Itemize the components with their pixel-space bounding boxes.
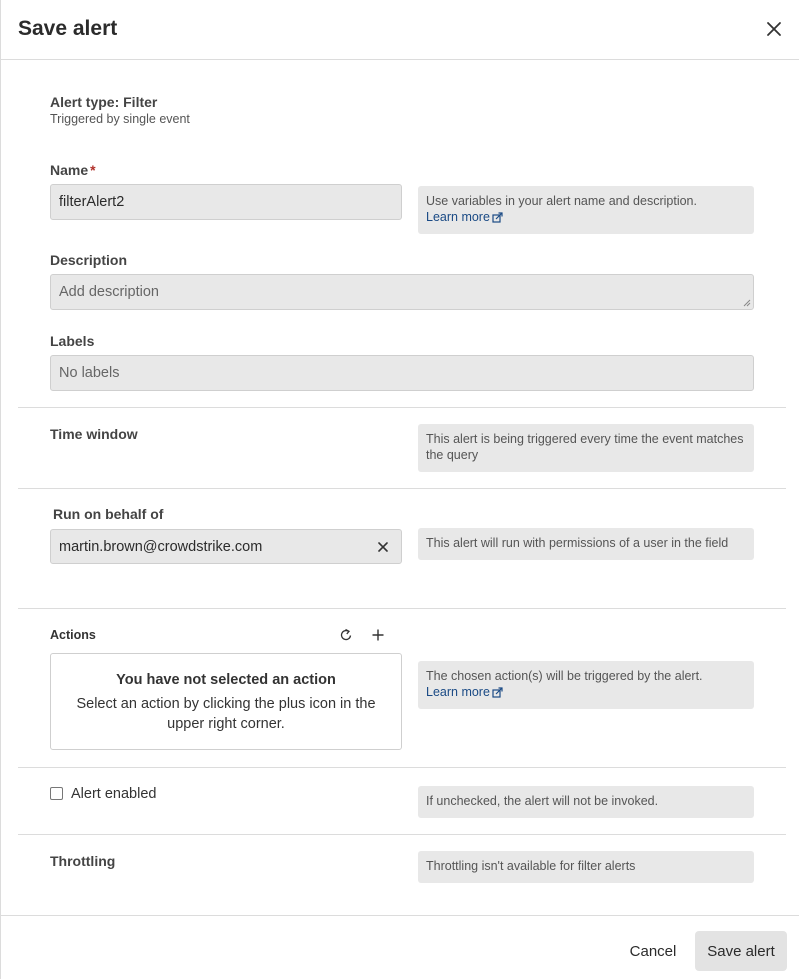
name-label xyxy=(50,162,96,178)
save-alert-button[interactable]: Save alert xyxy=(695,931,787,971)
actions-hint xyxy=(418,661,754,709)
add-action-button[interactable] xyxy=(370,627,386,643)
section-divider xyxy=(18,488,786,489)
name-label-text: Name xyxy=(50,162,89,178)
throttling-hint: Throttling isn't available for filter alerts xyxy=(418,851,754,883)
name-hint xyxy=(418,186,754,234)
run-on-behalf-input[interactable] xyxy=(50,529,402,564)
run-on-behalf-hint: This alert will run with permissions of a user in the field xyxy=(418,528,754,560)
alert-enabled-hint: If unchecked, the alert will not be invoked. xyxy=(418,786,754,818)
actions-hint-text: The chosen action(s) will be triggered by the alert. xyxy=(426,669,703,683)
close-button[interactable] xyxy=(763,18,785,40)
labels-label: Labels xyxy=(50,333,95,349)
section-divider xyxy=(18,767,786,768)
actions-learn-more-link[interactable] xyxy=(426,684,503,700)
alert-type-subtitle: Triggered by single event xyxy=(50,112,190,126)
external-link-icon xyxy=(492,212,503,223)
name-hint-text: Use variables in your alert name and description. xyxy=(426,194,697,208)
refresh-icon xyxy=(338,627,354,643)
dialog-title: Save alert xyxy=(18,17,118,40)
section-divider xyxy=(18,608,786,609)
actions-empty-text: Select an action by clicking the plus icon in the upper right corner. xyxy=(76,696,376,732)
dialog-footer xyxy=(1,915,799,979)
run-on-behalf-label: Run on behalf of xyxy=(53,506,164,522)
actions-empty-state xyxy=(50,653,402,750)
section-divider xyxy=(18,407,786,408)
description-placeholder: Add description xyxy=(59,284,159,300)
alert-enabled-checkbox[interactable] xyxy=(50,787,63,800)
external-link-icon xyxy=(492,687,503,698)
alert-enabled-label[interactable]: Alert enabled xyxy=(71,786,157,802)
resize-handle-icon[interactable] xyxy=(743,299,751,307)
actions-learn-more-text: Learn more xyxy=(426,685,490,699)
actions-label: Actions xyxy=(50,628,96,642)
name-input[interactable] xyxy=(50,184,402,220)
run-on-behalf-value: martin.brown@crowdstrike.com xyxy=(59,538,263,555)
dialog-header xyxy=(1,0,799,60)
description-textarea[interactable] xyxy=(50,274,754,310)
alert-type-title: Alert type: Filter xyxy=(50,94,158,110)
labels-input[interactable] xyxy=(50,355,754,391)
name-input-value: filterAlert2 xyxy=(59,194,125,210)
cancel-button[interactable]: Cancel xyxy=(629,942,677,960)
throttling-label: Throttling xyxy=(50,853,116,869)
close-icon xyxy=(763,18,785,40)
time-window-hint: This alert is being triggered every time the event matches the query xyxy=(418,424,754,472)
refresh-actions-button[interactable] xyxy=(338,627,354,643)
time-window-label: Time window xyxy=(50,426,138,442)
description-label: Description xyxy=(50,252,128,268)
section-divider xyxy=(18,834,786,835)
clear-icon[interactable] xyxy=(377,541,389,553)
actions-empty-title: You have not selected an action xyxy=(116,672,336,688)
name-learn-more-link[interactable] xyxy=(426,209,503,225)
labels-placeholder: No labels xyxy=(59,365,120,381)
plus-icon xyxy=(370,627,386,643)
name-learn-more-text: Learn more xyxy=(426,210,490,224)
required-mark: * xyxy=(90,162,96,178)
